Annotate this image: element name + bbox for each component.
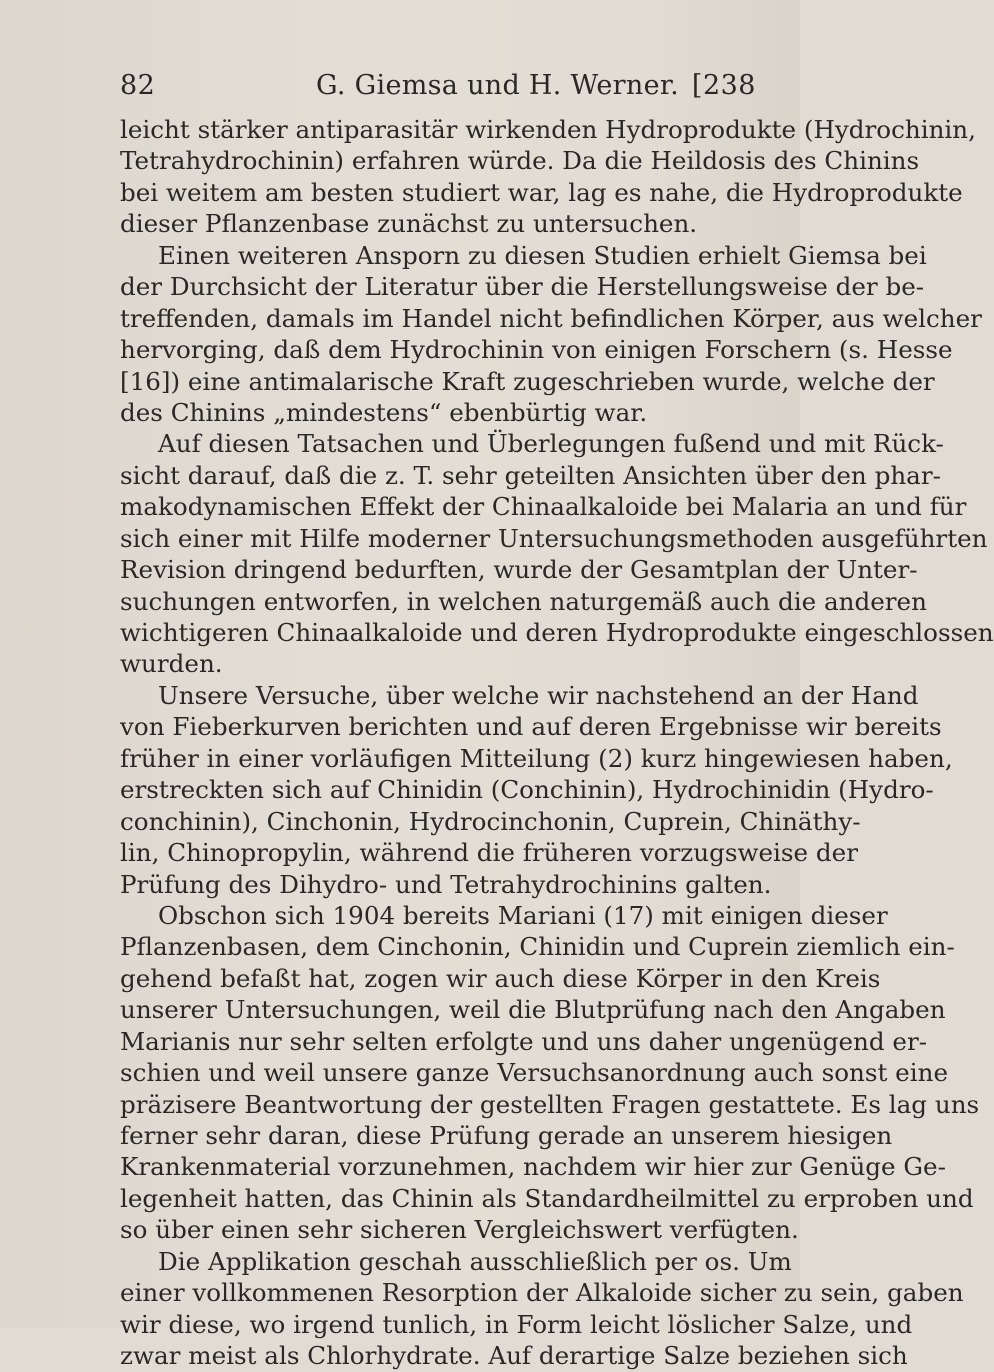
body-text <box>120 114 994 1372</box>
text-line: von Fieberkurven berichten und auf deren Ergebnisse wir bereits <box>120 712 942 742</box>
text-line: wir diese, wo irgend tunlich, in Form leicht löslicher Salze, und <box>120 1309 913 1339</box>
text-line: conchinin), Cinchonin, Hydrocinchonin, Cuprein, Chinäthy- <box>120 806 861 836</box>
text-line: gehend befaßt hat, zogen wir auch diese Körper in den Kreis <box>120 963 881 993</box>
text-line: schien und weil unsere ganze Versuchsanordnung auch sonst eine <box>120 1058 948 1088</box>
text-line: bei weitem am besten studiert war, lag es nahe, die Hydroprodukte <box>120 177 963 207</box>
text-line: Unsere Versuche, über welche wir nachstehend an der Hand <box>158 680 919 710</box>
text-line: [16]) eine antimalarische Kraft zugeschrieben wurde, welche der <box>120 366 935 396</box>
text-line: des Chinins „mindestens“ ebenbürtig war. <box>120 397 648 427</box>
text-line: wichtigeren Chinaalkaloide und deren Hydroprodukte eingeschlossen <box>120 618 994 647</box>
text-line: Prüfung des Dihydro- und Tetrahydrochinins galten. <box>120 869 772 899</box>
text-line: ferner sehr daran, diese Prüfung gerade an unserem hiesigen <box>120 1121 893 1150</box>
text-line: suchungen entworfen, in welchen naturgemäß auch die anderen <box>120 586 927 616</box>
text-line: Pflanzenbasen, dem Cinchonin, Chinidin und Cuprein ziemlich ein- <box>120 932 955 962</box>
text-line: lin, Chinopropylin, während die früheren vorzugsweise der <box>120 838 858 868</box>
text-line: Auf diesen Tatsachen und Überlegungen fußend und mit Rück- <box>158 429 944 459</box>
text-line: Obschon sich 1904 bereits Mariani (17) mit einigen dieser <box>158 900 888 930</box>
text-line: dieser Pflanzenbase zunächst zu untersuchen. <box>120 209 698 239</box>
text-line: Einen weiteren Ansporn zu diesen Studien erhielt Giemsa bei <box>158 240 927 270</box>
text-line: erstreckten sich auf Chinidin (Conchinin), Hydrochinidin (Hydro- <box>120 775 934 805</box>
section-reference: [238 <box>691 70 756 101</box>
text-line: zwar meist als Chlorhydrate. Auf derartige Salze beziehen sich <box>120 1341 908 1371</box>
text-line: der Durchsicht der Literatur über die Herstellungsweise der be- <box>120 272 925 302</box>
running-title: G. Giemsa und H. Werner. <box>316 70 679 101</box>
text-line: legenheit hatten, das Chinin als Standardheilmittel zu erproben und <box>120 1183 974 1213</box>
text-line: Revision dringend bedurften, wurde der Gesamtplan der Unter- <box>120 555 918 585</box>
text-line: früher in einer vorläufigen Mitteilung (2) kurz hingewiesen haben, <box>120 743 953 773</box>
text-line: makodynamischen Effekt der Chinaalkaloide bei Malaria an und für <box>120 492 967 522</box>
text-line: wurden. <box>120 649 223 679</box>
page-number: 82 <box>120 70 156 101</box>
text-line: unserer Untersuchungen, weil die Blutprüfung nach den Angaben <box>120 995 946 1025</box>
text-line: Krankenmaterial vorzunehmen, nachdem wir hier zur Genüge Ge- <box>120 1152 946 1182</box>
text-line: präzisere Beantwortung der gestellten Fragen gestattete. Es lag uns <box>120 1089 980 1119</box>
text-line: leicht stärker antiparasitär wirkenden Hydroprodukte (Hydrochinin, <box>120 115 976 144</box>
text-line: sicht darauf, daß die z. T. sehr geteilten Ansichten über den phar- <box>120 460 941 490</box>
text-line: sich einer mit Hilfe moderner Untersuchungsmethoden ausgeführten <box>120 523 988 553</box>
text-line: einer vollkommenen Resorption der Alkaloide sicher zu sein, gaben <box>120 1278 964 1308</box>
text-line: Die Applikation geschah ausschließlich per os. Um <box>158 1246 792 1276</box>
text-line: so über einen sehr sicheren Vergleichswert verfügten. <box>120 1215 799 1245</box>
text-line: treffenden, damals im Handel nicht befindlichen Körper, aus welcher <box>120 303 982 333</box>
text-line: Marianis nur sehr selten erfolgte und uns daher ungenügend er- <box>120 1026 928 1056</box>
running-head <box>120 66 756 106</box>
text-line: hervorging, daß dem Hydrochinin von einigen Forschern (s. Hesse <box>120 335 953 365</box>
text-line: Tetrahydrochinin) erfahren würde. Da die Heildosis des Chinins <box>120 146 920 176</box>
